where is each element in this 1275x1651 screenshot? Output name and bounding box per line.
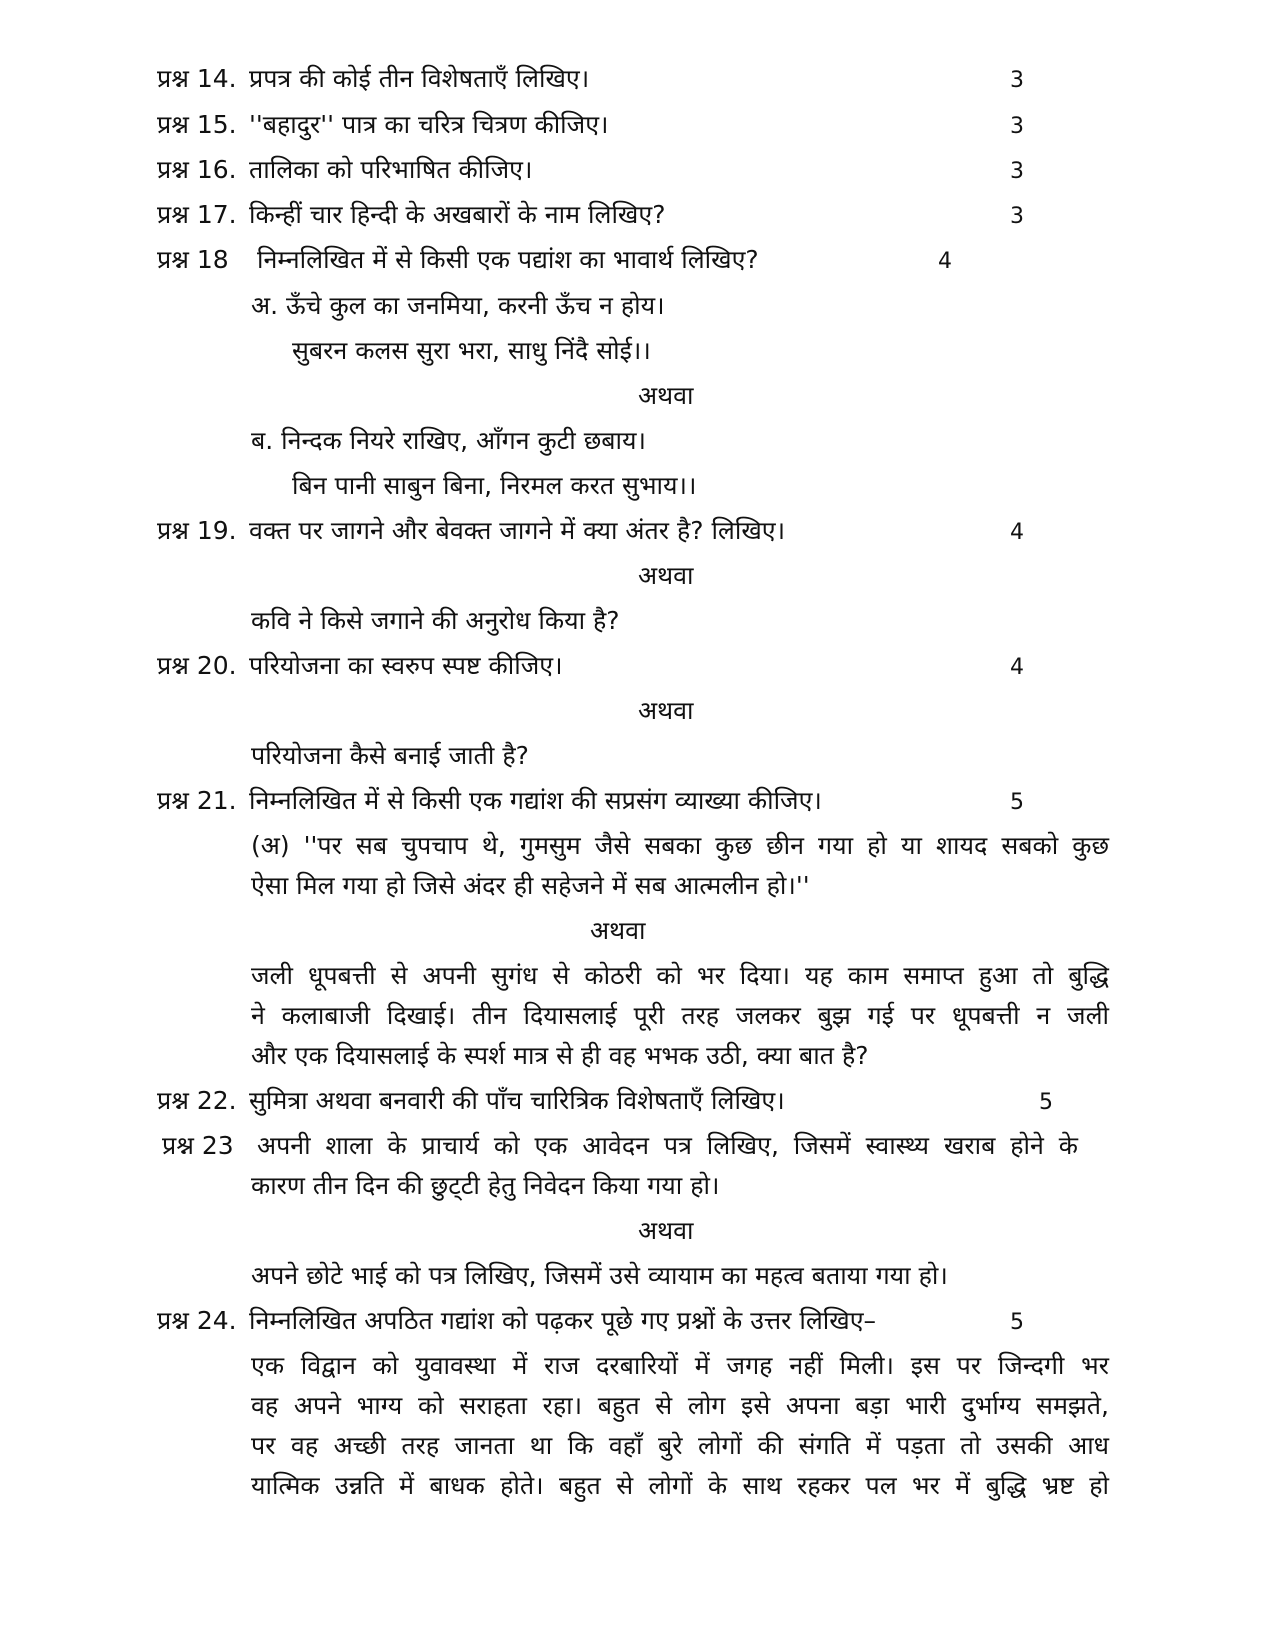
verse-b-line2: बिन पानी साबुन बिना, निरमल करत सुभाय।। — [292, 471, 697, 500]
question-text: ''बहादुर'' पात्र का चरित्र चित्रण कीजिए। — [249, 110, 609, 139]
question-text: किन्हीं चार हिन्दी के अखबारों के नाम लिखिए? — [249, 200, 666, 229]
alternative-question: अपने छोटे भाई को पत्र लिखिए, जिसमें उसे व्यायाम का महत्व बताया गया हो। — [251, 1261, 948, 1290]
question-label: प्रश्न 24. — [157, 1306, 237, 1335]
question-marks: 3 — [1010, 114, 1024, 139]
question-label: प्रश्न 19. — [157, 516, 237, 545]
question-text: निम्नलिखित अपठित गद्यांश को पढ़कर पूछे गए प्रश्नों के उत्तर लिखिए– — [249, 1306, 877, 1335]
unseen-passage-line: पर वह अच्छी तरह जानता था कि वहाँ बुरे लोगों की संगति में पड़ता तो उसकी आध — [251, 1431, 1109, 1460]
verse-a-line1: अ. ऊँचे कुल का जनमिया, करनी ऊँच न होय। — [251, 291, 665, 320]
question-marks: 5 — [1010, 790, 1024, 815]
unseen-passage-line: वह अपने भाग्य को सराहता रहा। बहुत से लोग इसे अपना बड़ा भारी दुर्भाग्य समझते, — [251, 1391, 1109, 1420]
or-divider: अथवा — [638, 696, 694, 725]
question-text: तालिका को परिभाषित कीजिए। — [249, 155, 533, 184]
passage-a-line: ऐसा मिल गया हो जिसे अंदर ही सहेजने में सब आत्मलीन हो।'' — [251, 871, 810, 900]
alternative-question: परियोजना कैसे बनाई जाती है? — [251, 741, 529, 770]
question-marks: 5 — [1010, 1310, 1024, 1335]
unseen-passage-line: एक विद्वान को युवावस्था में राज दरबारियों में जगह नहीं मिली। इस पर जिन्दगी भर — [251, 1351, 1109, 1380]
question-marks: 4 — [938, 249, 952, 274]
question-text: निम्नलिखित में से किसी एक गद्यांश की सप्रसंग व्याख्या कीजिए। — [249, 786, 822, 815]
passage-b-line: ने कलाबाजी दिखाई। तीन दियासलाई पूरी तरह जलकर बुझ गई पर धूपबत्ती न जली — [251, 1001, 1109, 1030]
passage-b-line: और एक दियासलाई के स्पर्श मात्र से ही वह भभक उठी, क्या बात है? — [251, 1041, 869, 1070]
or-divider: अथवा — [590, 916, 646, 945]
question-label: प्रश्न 20. — [157, 651, 237, 680]
question-marks: 4 — [1010, 520, 1024, 545]
question-label: प्रश्न 23 — [162, 1131, 234, 1160]
question-text: निम्नलिखित में से किसी एक पद्यांश का भावार्थ लिखिए? — [257, 245, 759, 274]
question-label: प्रश्न 14. — [157, 64, 237, 93]
verse-a-line2: सुबरन कलस सुरा भरा, साधु निंदै सोई।। — [292, 336, 651, 365]
question-marks: 3 — [1010, 68, 1024, 93]
question-text-cont: कारण तीन दिन की छुट्‌टी हेतु निवेदन किया गया हो। — [251, 1171, 720, 1200]
question-marks: 3 — [1010, 204, 1024, 229]
alternative-question: कवि ने किसे जगाने की अनुरोध किया है? — [251, 606, 620, 635]
question-label: प्रश्न 15. — [157, 110, 237, 139]
question-label: प्रश्न 22. — [157, 1086, 237, 1115]
or-divider: अथवा — [638, 561, 694, 590]
or-divider: अथवा — [638, 1216, 694, 1245]
question-label: प्रश्न 17. — [157, 200, 237, 229]
question-marks: 4 — [1010, 655, 1024, 680]
question-text: अपनी शाला के प्राचार्य को एक आवेदन पत्र लिखिए, जिसमें स्वास्थ्य खराब होने के — [257, 1131, 1078, 1160]
question-text: प्रपत्र की कोई तीन विशेषताएँ लिखिए। — [249, 64, 590, 93]
or-divider: अथवा — [638, 381, 694, 410]
unseen-passage-line: यात्मिक उन्नति में बाधक होते। बहुत से लोगों के साथ रहकर पल भर में बुद्धि भ्रष्ट हो — [251, 1471, 1109, 1500]
question-text: वक्त पर जागने और बेवक्त जागने में क्या अंतर है? लिखिए। — [249, 516, 786, 545]
question-label: प्रश्न 21. — [157, 786, 237, 815]
question-text: परियोजना का स्वरुप स्पष्ट कीजिए। — [249, 651, 563, 680]
question-label: प्रश्न 18 — [157, 245, 229, 274]
passage-a-line: (अ) ''पर सब चुपचाप थे, गुमसुम जैसे सबका कुछ छीन गया हो या शायद सबको कुछ — [251, 831, 1109, 860]
question-marks: 5 — [1039, 1090, 1053, 1115]
question-marks: 3 — [1010, 159, 1024, 184]
passage-b-line: जली धूपबत्ती से अपनी सुगंध से कोठरी को भर दिया। यह काम समाप्त हुआ तो बुद्धि — [251, 961, 1109, 990]
question-label: प्रश्न 16. — [157, 155, 237, 184]
verse-b-line1: ब. निन्दक नियरे राखिए, आँगन कुटी छबाय। — [251, 426, 646, 455]
question-text: सुमित्रा अथवा बनवारी की पाँच चारित्रिक विशेषताएँ लिखिए। — [249, 1086, 785, 1115]
